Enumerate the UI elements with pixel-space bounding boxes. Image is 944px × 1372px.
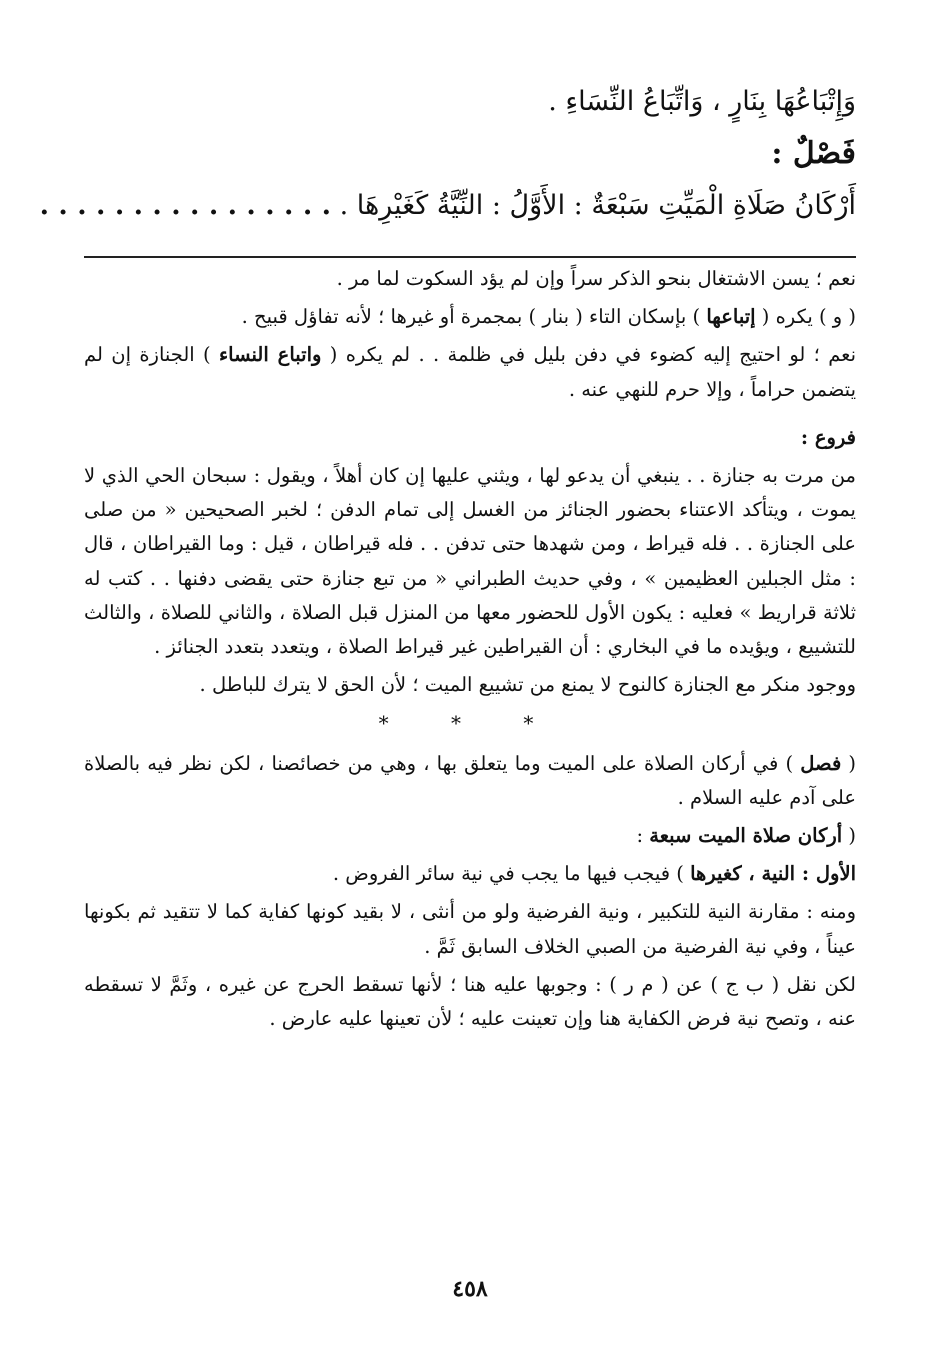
text-run: ) في أركان الصلاة على الميت وما يتعلق بها ، وهي من خصائصنا ، لكن نظر فيه بالصلاة على آدم عليه السلام . (84, 751, 856, 809)
commentary-paragraph (84, 300, 856, 334)
section-divider-stars: * * * (378, 711, 562, 736)
main-text-line-3-text: أَرْكَانُ صَلَاةِ الْمَيِّتِ سَبْعَةٌ : الأَوَّلُ : النِّيَّةُ كَغَيْرِهَا . (339, 190, 856, 221)
text-run: ) الجنازة إن لم يتضمن حراماً ، وإلا حرم للنهي عنه . (84, 343, 856, 401)
commentary-paragraph: نعم ؛ يسن الاشتغال بنحو الذكر سراً وإن لم يؤد السكوت لما مر . (336, 267, 856, 290)
commentary-paragraph: من مرت به جنازة . . ينبغي أن يدعو لها ، ويثني عليها إن كان أهلاً ، ويقول : سبحان الحي الذي لا يموت ، ويتأكد الاعتناء بحضور الجنائز من الغسل إلى تمام الدفن ؛ لخبر الصحيحين « من صلى على الجنازة . . فله قيراط ، ومن شهدها حتى تدفن . . فله قيراطان ، قيل : وما القيراطان ، قال : مثل الجبلين العظيمين » ، وفي حديث الطبراني « من تبع جنازة حتى يقضى دفنها . . كتب له ثلاثة قراريط » فعليه : يكون الأول للحضور معها من المنزل قبل الصلاة ، والثاني للصلاة ، والثالث للتشييع ، ويؤيده ما في البخاري : أن القيراطين غير قيراط الصلاة ، ويتعدد بتعدد الجنائز . (84, 464, 856, 659)
main-text-line-3 (39, 180, 856, 232)
quoted-term: أركان صلاة الميت سبعة (649, 824, 843, 848)
book-page (39, 0, 857, 1372)
commentary-paragraph (84, 857, 856, 891)
page-number: ٤٥٨ (452, 1276, 488, 1302)
commentary-paragraph (84, 338, 856, 406)
separator-line (84, 256, 856, 258)
text-run: ( (848, 751, 857, 775)
commentary-paragraph (84, 747, 856, 815)
text-run: ) فيجب فيها ما يجب في نية سائر الفروض . (332, 862, 684, 886)
commentary-paragraph: ووجود منكر مع الجنازة كالنوح لا يمنع من تشييع الميت ؛ لأن الحق لا يترك للباطل . (199, 673, 856, 697)
text-run: نعم ؛ لو احتيج إليه كضوء في دفن بليل في ظلمة . . لم يكره ( (329, 343, 857, 367)
quoted-term: واتباع النساء (219, 343, 322, 367)
text-run: ( و ) يكره ( (761, 305, 856, 329)
commentary-text (84, 262, 856, 1040)
text-run: ( (848, 824, 856, 848)
main-text-line-1: وَإِتْبَاعُهَا بِنَارٍ ، وَاتِّبَاعُ النِّسَاءِ . (548, 86, 856, 117)
furu-heading: فروع : (800, 425, 856, 449)
quoted-term: فصل (800, 751, 842, 775)
quoted-term: إتباعها (706, 305, 756, 329)
fasl-heading: فَصْلٌ : (771, 136, 856, 171)
commentary-paragraph (84, 819, 856, 853)
commentary-paragraph: لكن نقل ( ب ج ) عن ( م ر ) : وجوبها عليه هنا ؛ لأنها تسقط الحرج عن غيره ، وثَمَّ لا تسقطه عنه ، وتصح نية فرض الكفاية هنا وإن تعينت عليه ؛ لأن تعينها عليه عارض . (84, 972, 856, 1031)
text-run: : (636, 824, 644, 848)
spacer (84, 411, 856, 421)
main-text (39, 76, 856, 232)
commentary-paragraph: ومنه : مقارنة النية للتكبير ، ونية الفرضية ولو من أنثى ، لا بقيد كونها كفاية كما لا تتقيد ثم بكونها عيناً ، وفي نية الفرضية من الصبي الخلاف السابق ثَمَّ . (84, 900, 856, 958)
dotted-leader: . . . . . . . . . . . . . . . . (39, 190, 332, 221)
text-run: ) بإسكان التاء ( بنار ) بمجمرة أو غيرها ؛ لأنه تفاؤل قبيح . (241, 305, 701, 329)
quoted-term: الأول : النية ، كغيرها (690, 862, 856, 886)
